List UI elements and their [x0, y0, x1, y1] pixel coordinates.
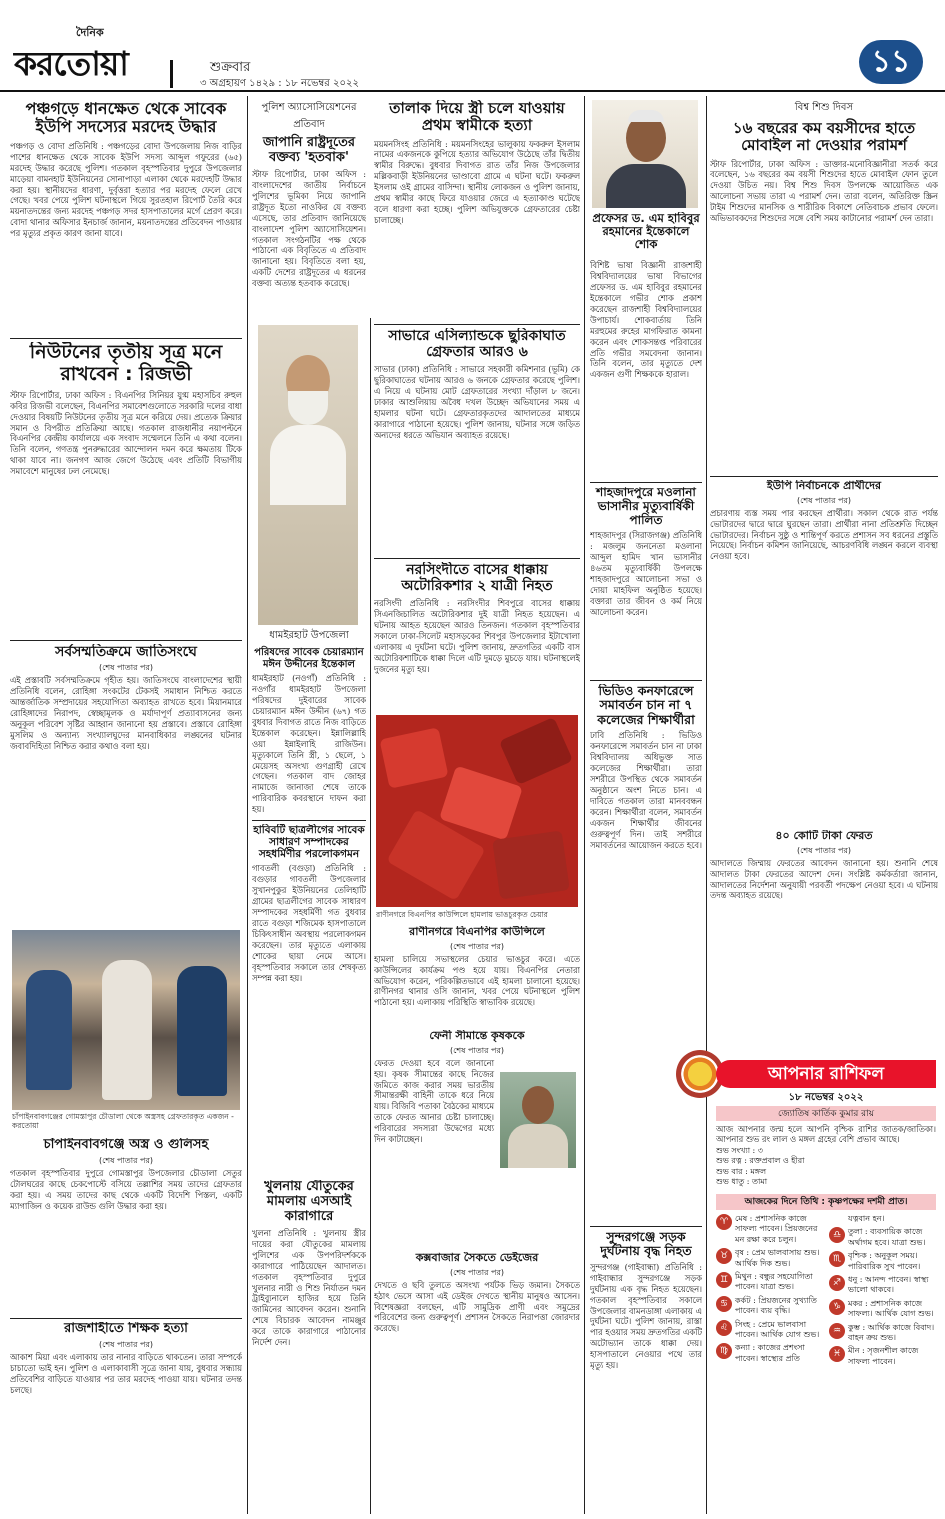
- news-photo-broken-chairs: [376, 715, 578, 907]
- zodiac-symbol-icon: ♓: [829, 1346, 845, 1362]
- zodiac-sign-row: [829, 1227, 936, 1248]
- photo-caption: রাণীনগরে বিএনপির কাউন্সিলে হামলায় ভাঙচুরকৃত চেয়ার: [376, 910, 548, 919]
- rashifal-subhead-box: [716, 1194, 936, 1210]
- headline: কক্সবাজার সৈকতে ডেইজের: [415, 1252, 539, 1264]
- zodiac-symbol-icon: ♎: [829, 1227, 845, 1243]
- article-panchagarh: [10, 100, 242, 338]
- lucky-item: শুভ রত্ন : রক্তপ্রবাল ও হীরা: [716, 1156, 805, 1166]
- zodiac-signs-list: [716, 1214, 936, 1512]
- headline: ফেনী সীমান্তে কৃষককে: [429, 1030, 525, 1042]
- lucky-item: শুভ ধাতু : তামা: [716, 1177, 768, 1187]
- weekday: শুক্রবার: [210, 60, 251, 75]
- article-body: বিশিষ্ট ভাষা বিজ্ঞানী রাজশাহী বিশ্ববিদ্যালয়ের ভাষা বিভাগের প্রফেসর ড. এম হাবিবুর রহমানের ইন্তেকালে গভীর শোক প্রকাশ করেছেন রাজশাহী বিশ্ববিদ্যালয়ের উপাচার্য। শোকবার্তায় তিনি মরহুমের রুহের মাগফিরাত কামনা করেন এবং শোকসন্তপ্ত পরিবারের প্রতি গভীর সমবেদনা জানান। তিনি বলেন, তার মৃত্যুতে দেশ একজন গুণী শিক্ষককে হারাল।: [590, 260, 702, 380]
- zodiac-sign-text: সিংহ : প্রেমে ভালবাসা পাবেন। আর্থিক যোগ শুভ।: [735, 1319, 820, 1339]
- chair-shape: [499, 717, 573, 785]
- article-divider: [374, 324, 580, 325]
- zodiac-symbol-icon: ♒: [829, 1323, 845, 1339]
- article-divider: [710, 476, 938, 477]
- article-body: গতকাল বৃহস্পতিবার দুপুরে গোমস্তাপুর উপজেলার চৌডালা সেতুর টোলঘরের কাছে চেকপোস্টে বসিয়ে তল্লাশির সময় তাদের গ্রেফতার করা হয়। এ সময় তাদের কাছ থেকে একটি বিদেশি পিস্তল, একটি ম্যাগাজিন ও কয়েক রাউন্ড গুলি উদ্ধার করা হয়।: [10, 1167, 242, 1211]
- article-body: হামলা চালিয়ে সভাস্থলের চেয়ার ভাঙচুর করে। এতে কাউন্সিলের কার্যক্রম পণ্ড হয়ে যায়। বিএনপির নেতারা অভিযোগ করেন, পরিকল্পিতভাবে এই হামলা চালানো হয়েছে। রাণীনগর থানার ওসি জানান, খবর পেয়ে ঘটনাস্থলে পুলিশ পাঠানো হয়। এলাকায় পরিস্থিতি স্বাভাবিক রয়েছে।: [374, 953, 580, 1008]
- article-body: ঢাবি প্রতিনিধি : ভিডিও কনফারেন্সে সমাবর্তন চান না ঢাকা বিশ্ববিদ্যালয় অধিভুক্ত সাত কলেজের শিক্ষার্থীরা। তারা সশরীরে উপস্থিত থেকে সমাবর্তন অনুষ্ঠানে অংশ নিতে চান। এ দাবিতে গতকাল তারা মানববন্ধন করেন। শিক্ষার্থীরা বলেন, সমাবর্তন একজন শিক্ষার্থীর জীবনের গুরুত্বপূর্ণ দিন। তাই সশরীরে সমাবর্তনের আয়োজন করতে হবে।: [590, 730, 702, 850]
- zodiac-symbol-icon: ♌: [716, 1320, 732, 1336]
- article-child-mobile: [710, 100, 938, 476]
- column-divider: [706, 96, 707, 1514]
- page-number: ১১: [859, 40, 923, 84]
- headline: ১৬ বছরের কম বয়সীদের হাতে মোবাইল না দেওয়ার পরামর্শ: [732, 119, 916, 155]
- article-rajshahi: [10, 1322, 242, 1512]
- zodiac-sign-text: মীন : সৃজনশীল কাজে সাফল্য পাবেন।: [848, 1346, 919, 1366]
- rashifal-title: আপনার রাশিফল: [716, 1060, 936, 1088]
- article-body: খুলনা প্রতিনিধি : খুলনায় স্ত্রীর দায়ের করা যৌতুকের মামলায় পুলিশের এক উপপরিদর্শককে কারাগারে পাঠিয়েছেন আদালত। গতকাল বৃহস্পতিবার দুপুরে খুলনার নারী ও শিশু নির্যাতন দমন ট্রাইব্যুনালে হাজির হয়ে তিনি জামিনের আবেদন করেন। শুনানি শেষে বিচারক আবেদন নামঞ্জুর করে তাকে কারাগারে পাঠানোর নির্দেশ দেন।: [252, 1227, 366, 1348]
- shoulders: [270, 425, 346, 505]
- article-moin-uddin: [252, 628, 366, 818]
- article-body: স্টাফ রিপোর্টার, ঢাকা অফিস : ডাক্তার-মনোবিজ্ঞানীরা সতর্ক করে বলেছেন, ১৬ বছরের কম বয়সী শিশুদের হাতে মোবাইল ফোন তুলে দেওয়া উচিত নয়। বিশ্ব শিশু দিবস উপলক্ষে আয়োজিত এক আলোচনা সভায় তারা এ পরামর্শ দেন। তারা বলেন, অতিরিক্ত স্ক্রিন টাইম শিশুদের মানসিক ও শারীরিক বিকাশে নেতিবাচক প্রভাব ফেলে। অভিভাবকদের শিশুদের সঙ্গে বেশি সময় কাটানোর পরামর্শ দেন তারা।: [710, 158, 938, 224]
- zodiac-sign-text: ধনু : আনন্দ পাবেন। স্বাস্থ্য ভালো থাকবে।: [848, 1274, 929, 1295]
- zodiac-sign-row: [829, 1323, 936, 1344]
- article-40-crore: [710, 830, 938, 1042]
- photo-caption-box: [12, 1112, 240, 1136]
- continuation-note: (শেষ পাতার পর): [449, 1267, 505, 1277]
- headline: ইউপি নির্বাচনকে প্রার্থীদের: [766, 480, 882, 492]
- masthead: [0, 0, 945, 92]
- rashifal-subhead: আজকের দিনে তিথি : কৃষ্ণপক্ষের দশমী প্রাত।: [744, 1197, 908, 1207]
- zodiac-sign-text: কর্কট : প্রিয়জনের সুখ্যাতি পাবেন। ব্যয় বৃদ্ধি।: [735, 1295, 817, 1316]
- article-body: পঞ্চগড় ও বোদা প্রতিনিধি : পঞ্চগড়ের বোদা উপজেলায় নিজ বাড়ির পাশের ধানক্ষেত থেকে সাবেক ইউপি সদস্য আব্দুল গফুরের (৬৫) মরদেহ উদ্ধার করেছে পুলিশ। গতকাল বৃহস্পতিবার দুপুরে উপজেলার মাড়েয়া বামনহাট ইউনিয়নের সোনাপাড়া এলাকা থেকে মরদেহটি উদ্ধার করা হয়। স্থানীয়দের ধারণা, দুর্বৃত্তরা হত্যার পর মরদেহ ফেলে রেখে গেছে। খবর পেয়ে পুলিশ ঘটনাস্থলে গিয়ে সুরতহাল রিপোর্ট তৈরি করে ময়নাতদন্তের জন্য মরদেহ পঞ্চগড় সদর হাসপাতালের মর্গে প্রেরণ করে। বোদা থানার অফিসার ইনচার্জ জানান, ময়নাতদন্তের প্রতিবেদন পাওয়ার পর মৃত্যুর প্রকৃত কারণ জানা যাবে।: [10, 140, 242, 239]
- article-body: সাভার (ঢাকা) প্রতিনিধি : সাভারে সহকারী কমিশনার (ভূমি) কে ছুরিকাঘাতের ঘটনায় আরও ৬ জনকে গ্রেফতার করেছে পুলিশ। এ নিয়ে এ ঘটনায় মোট গ্রেফতারের সংখ্যা দাঁড়াল ৮ জনে। ঢাকার আশুলিয়ায় অবৈধ দখল উচ্ছেদ অভিযানের সময় এ হামলার ঘটনা ঘটে। গ্রেফতারকৃতদের আদালতের মাধ্যমে কারাগারে পাঠানো হয়েছে। পুলিশ জানায়, ঘটনার সঙ্গে জড়িত অন্যদের ধরতে অভিযান অব্যাহত রয়েছে।: [374, 364, 580, 440]
- headline: প্রফেসর ড. এম হাবিবুর রহমানের ইন্তেকালে শোক: [592, 212, 700, 252]
- headline: ভিডিও কনফারেন্সে সমাবর্তন চান না ৭ কলেজের শিক্ষার্থীরা: [597, 684, 695, 727]
- article-body: শাহজাদপুর (সিরাজগঞ্জ) প্রতিনিধি : মজলুম জননেতা মওলানা আব্দুল হামিদ খান ভাসানীর ৪৬তম মৃত্যুবার্ষিকী উপলক্ষে শাহজাদপুরে আলোচনা সভা ও দোয়া মাহফিল অনুষ্ঠিত হয়েছে। বক্তারা তার জীবন ও কর্ম নিয়ে আলোচনা করেন।: [590, 530, 702, 617]
- article-body: ধামইরহাট (নওগাঁ) প্রতিনিধি : নওগাঁর ধামইরহাট উপজেলা পরিষদের দুইবারের সাবেক চেয়ারম্যান মঈন উদ্দীন (৬৭) গত বুধবার দিবাগত রাতে নিজ বাড়িতে ইন্তেকাল করেছেন। ইন্নালিল্লাহি ওয়া ইন্নাইলাহি রাজিউন। মৃত্যুকালে তিনি স্ত্রী, ১ ছেলে, ১ মেয়েসহ অসংখ্য গুণগ্রাহী রেখে গেছেন। গতকাল বাদ জোহর নামাজে জানাজা শেষে তাকে পারিবারিক কবরস্থানে দাফন করা হয়।: [252, 673, 366, 815]
- continuation-note: (শেষ পাতার পর): [98, 1339, 154, 1349]
- zodiac-sign-text: কুম্ভ : আর্থিক কাজে বিবাদ। বাহন ক্রয় শুভ।: [848, 1322, 935, 1342]
- article-body: প্রচারণায় ব্যস্ত সময় পার করছেন প্রার্থীরা। সকাল থেকে রাত পর্যন্ত ভোটারদের দ্বারে দ্বারে ঘুরছেন তারা। প্রার্থীরা নানা প্রতিশ্রুতি দিচ্ছেন ভোটারদের। নির্বাচন সুষ্ঠু ও শান্তিপূর্ণ করতে প্রশাসন সব ধরনের প্রস্তুতি নিয়েছে। নির্বাচন কমিশন জানিয়েছে, আচরণবিধি লঙ্ঘন করলে ব্যবস্থা নেওয়া হবে।: [710, 507, 938, 562]
- continuation-note: (শেষ পাতার পর): [796, 495, 852, 505]
- continuation-note: (শেষ পাতার পর): [449, 941, 505, 951]
- headline: রাজশাহীতে শিক্ষক হত্যা: [64, 1322, 188, 1336]
- article-divider: [252, 820, 366, 821]
- zodiac-symbol-icon: ♊: [716, 1272, 732, 1288]
- headline: জাপানি রাষ্ট্রদূতের বক্তব্য 'হতবাক': [262, 135, 356, 165]
- kicker: পুলিশ অ্যাসোসিয়েশনের প্রতিবাদ: [261, 102, 357, 130]
- face: [522, 1086, 554, 1124]
- article-body: গাবতলী (বগুড়া) প্রতিনিধি : বগুড়ার গাবতলী উপজেলার সুখানপুকুর ইউনিয়নের তেলিহাটি গ্রামের ছাত্রলীগের সাবেক সাধারণ সম্পাদকের সহধর্মিণী গত বুধবার রাতে বগুড়া শজিমেক হাসপাতালে চিকিৎসাধীন অবস্থায় পরলোকগমন করেছেন। তার মৃত্যুতে এলাকায় শোকের ছায়া নেমে আসে। বৃহস্পতিবার সকালে তার শেষকৃত্য সম্পন্ন করা হয়।: [252, 863, 366, 983]
- person-figure: [26, 970, 72, 1090]
- zodiac-symbol-icon: ♈: [716, 1214, 732, 1230]
- article-divider: [590, 482, 702, 483]
- headline: পরিষদের সাবেক চেয়ারম্যান মঈন উদ্দীনের ইন্তেকাল: [254, 647, 364, 670]
- headline: সুন্দরগঞ্জে সড়ক দুর্ঘটনায় বৃদ্ধ নিহত: [600, 1230, 692, 1259]
- article-body: দেখতে ও ছবি তুলতে অসংখ্য পর্যটক ভিড় জমান। সৈকতে হঠাৎ ভেসে আসা এই ডেইজ দেখতে স্থানীয় মানুষও আসেন। বিশেষজ্ঞরা বলছেন, এটি সামুদ্রিক প্রাণী এবং সমুদ্রের পরিবেশের জন্য গুরুত্বপূর্ণ। প্রশাসন সৈকতে নিরাপত্তা জোরদার করেছে।: [374, 1279, 580, 1334]
- headline: ৪০ কোটি টাকা ফেরত: [775, 830, 873, 842]
- article-divider: [10, 338, 242, 339]
- headline: পঞ্চগড়ে ধানক্ষেত থেকে সাবেক ইউপি সদস্যের মরদেহ উদ্ধার: [25, 100, 227, 137]
- rashifal-lucky-list: [716, 1146, 936, 1190]
- person-figure: [102, 960, 152, 1100]
- article-un: [10, 644, 242, 929]
- continuation-note: (শেষ পাতার পর): [449, 1045, 505, 1055]
- zodiac-sign-text: মেষ : প্রশাসনিক কাজে সাফল্য পাবেন। প্রিয়জনের মন রক্ষা করে চলুন।: [735, 1214, 818, 1244]
- photo-caption-box: [376, 910, 578, 924]
- rashifal-date: ১৮ নভেম্বর ২০২২: [788, 1092, 864, 1103]
- article-body: স্টাফ রিপোর্টার, ঢাকা অফিস : বিএনপির সিনিয়র যুগ্ম মহাসচিব রুহুল কবির রিজভী বলেছেন, বিএনপির সমাবেশগুলোতে সরকারি দলের বাধা দেওয়ার বিষয়টি নিউটনের তৃতীয় সূত্র মনে করিয়ে দেয়। প্রত্যেক ক্রিয়ার সমান ও বিপরীত প্রতিক্রিয়া আছে। গতকাল রাজধানীর নয়াপল্টনে বিএনপির কেন্দ্রীয় কার্যালয়ে এক সংবাদ সম্মেলনে তিনি এ কথা বলেন। তিনি বলেন, গণতন্ত্র পুনরুদ্ধারের আন্দোলন দমন করে ক্ষমতায় টিকে থাকা যাবে না। জনগণ আজ জেগে উঠেছে এবং প্রতিটি বিভাগীয় সমাবেশে মানুষের ঢল নেমেছে।: [10, 389, 242, 477]
- zodiac-sign-row: [829, 1346, 936, 1367]
- shoulders: [606, 164, 686, 208]
- zodiac-sign-row: [829, 1251, 936, 1272]
- masthead-divider: [170, 60, 173, 88]
- article-bhasani: [590, 486, 702, 678]
- zodiac-symbol-icon: ♏: [829, 1251, 845, 1267]
- chair-shape: [492, 830, 570, 899]
- rashifal-intro: আজ আপনার জন্ম হলে আপনি বৃশ্চিক রাশির জাতক/জাতিকা। আপনার শুভ রং লাল ও মঙ্গল গ্রহের বেশি প্রভাব আছে।: [716, 1123, 936, 1145]
- logo-title: করতোয়া: [14, 44, 128, 83]
- article-divider: [590, 680, 702, 681]
- zodiac-sign-row: [716, 1214, 823, 1245]
- article-professor: [590, 260, 702, 482]
- zodiac-symbol-icon: ♑: [829, 1299, 845, 1315]
- zodiac-sign-text: মিথুন : বন্ধুর সহযোগিতা পাবেন। যাত্রা শুভ।: [735, 1271, 813, 1292]
- kicker: বিশ্ব শিশু দিবস: [794, 102, 854, 113]
- zodiac-sign-text: তুলা : ব্যবসায়িক কাজে অর্থাগম হবে। যাত্রা শুভ।: [848, 1227, 926, 1247]
- headline: খুলনায় যৌতুকের মামলায় এসআই কারাগারে: [264, 1180, 354, 1224]
- zodiac-sign-row: [716, 1248, 823, 1269]
- news-photo-arrest: [12, 930, 240, 1110]
- article-divider: [10, 1318, 242, 1319]
- article-chapainawabganj: [10, 1138, 242, 1318]
- farmer-portrait-photo: [500, 1072, 576, 1168]
- lucky-item: শুভ বার : মঙ্গল: [716, 1166, 767, 1176]
- article-body: আকাশ মিয়া এবং এলাকায় তার নানার বাড়িতে থাকতেন। তারা সম্পর্কে চাচাতো ভাই হন। পুলিশ ও এলাকাবাসী সূত্রে জানা যায়, বুধবার সন্ধ্যায় প্রতিবেশির বাড়িতে যাওয়ার পর তার মরদেহ পাওয়া যায়। ঘটনার তদন্ত চলছে।: [10, 1351, 242, 1395]
- professor-headline-box: [590, 212, 702, 256]
- zodiac-sign-row: [716, 1296, 823, 1317]
- headline: সর্বসম্মতিক্রমে জাতিসংঘে: [55, 644, 197, 660]
- beard: [288, 391, 328, 425]
- newspaper-logo: [14, 26, 164, 84]
- article-divider: [590, 1226, 702, 1227]
- headline: তালাক দিয়ে স্ত্রী চলে যাওয়ায় প্রথম স্বামীকে হত্যা: [389, 100, 565, 135]
- shoulders: [508, 1124, 568, 1168]
- zodiac-sign-text: বৃশ্চিক : অনুকূল সময়। পারিবারিক সুখ পাবেন।: [848, 1251, 921, 1271]
- chair-shape: [379, 727, 448, 788]
- zodiac-sign-row: [716, 1272, 823, 1293]
- article-narsingdi: [374, 562, 580, 712]
- column-divider: [584, 96, 585, 1514]
- logo-small-title: দৈনিক: [76, 26, 104, 39]
- person-figure: [177, 966, 227, 1096]
- article-japan-envoy: [252, 100, 366, 318]
- dateline: ৩ অগ্রহায়ণ ১৪২৯ : ১৮ নভেম্বর ২০২২: [200, 78, 359, 89]
- article-talak: [374, 100, 580, 324]
- column-divider: [370, 318, 371, 1514]
- continuation-note: (শেষ পাতার পর): [98, 663, 154, 673]
- zodiac-sign-text: বৃষ : প্রেম ভালবাসায় শুভ। আর্থিক দিক শুভ।: [735, 1248, 820, 1268]
- article-divider: [374, 558, 580, 559]
- article-savar: [374, 328, 580, 558]
- continuation-note: (শেষ পাতার পর): [796, 845, 852, 855]
- zodiac-symbol-icon: ♐: [829, 1275, 845, 1291]
- zodiac-sign-row: [716, 1320, 823, 1341]
- article-divider: [10, 640, 242, 641]
- headline: সাভারে এসিল্যান্ডকে ছুরিকাঘাত গ্রেফতার আরও ৬: [388, 328, 566, 361]
- article-body: স্টাফ রিপোর্টার, ঢাকা অফিস : বাংলাদেশের জাতীয় নির্বাচনে পুলিশের ভূমিকা নিয়ে জাপানি রাষ্ট্রদূত ইতো নাওকির যে বক্তব্য এসেছে, তার প্রতিবাদ জানিয়েছে বাংলাদেশ পুলিশ অ্যাসোসিয়েশন। গতকাল সংগঠনটির পক্ষ থেকে পাঠানো এক বিবৃতিতে এ প্রতিবাদ জানানো হয়। বিবৃতিতে বলা হয়, একটি দেশের রাষ্ট্রদূতের এ ধরনের বক্তব্য অত্যন্ত হতবাক করেছে।: [252, 168, 366, 289]
- professor-portrait-photo: [592, 100, 698, 208]
- article-rizvi: [10, 342, 242, 640]
- headline: হাবিবটি ছাত্রলীগের সাবেক সাধারণ সম্পাদকের সহধর্মিণীর পরলোকগমন: [253, 824, 365, 861]
- article-body: সুন্দরগঞ্জ (গাইবান্ধা) প্রতিনিধি : গাইবান্ধার সুন্দরগঞ্জে সড়ক দুর্ঘটনায় এক বৃদ্ধ নিহত হয়েছেন। গতকাল বৃহস্পতিবার সকালে উপজেলার বামনডাঙ্গা এলাকায় এ দুর্ঘটনা ঘটে। পুলিশ জানায়, রাস্তা পার হওয়ার সময় দ্রুতগতির একটি অটোভ্যান তাকে ধাক্কা দেয়। হাসপাতালে নেওয়ার পথে তার মৃত্যু হয়।: [590, 1261, 702, 1371]
- article-raninagar: [374, 926, 580, 1028]
- zodiac-symbol-icon: ♍: [716, 1343, 732, 1359]
- article-gabtali: [252, 824, 366, 1124]
- continuation-note: (শেষ পাতার পর): [98, 1155, 154, 1165]
- portrait-photo: [258, 325, 358, 625]
- article-body: ময়মনসিংহ প্রতিনিধি : ময়মনসিংহের ভালুকায় ফকরুল ইসলাম নামের একজনকে কুপিয়ে হত্যার অভিযোগ উঠেছে তাঁর দ্বিতীয় স্বামীর বিরুদ্ধে। বুধবার দিবাগত রাত তাঁর নিজ উপজেলার মল্লিকবাড়ী ইউনিয়নের ভাণ্ডাবো গ্রামে এ ঘটনা ঘটে। ফকরুল ইসলাম ওই গ্রামের বাসিন্দা। স্থানীয় লোকজন ও পুলিশ জানায়, প্রথম স্বামীর কাছে ফিরে যাওয়ার জেরে এ হত্যাকাণ্ড ঘটেছে বলে ধারণা করা হচ্ছে। পুলিশ অভিযুক্তকে গ্রেফতারের চেষ্টা চালাচ্ছে।: [374, 138, 580, 226]
- zodiac-sign-row: [829, 1299, 936, 1320]
- kicker: ধামইরহাট উপজেলা: [269, 630, 349, 641]
- headline: চাঁপাইনবাবগঞ্জে অস্ত্র ও গুলিসহ: [43, 1138, 209, 1152]
- lucky-item: শুভ সংখ্যা : ৩: [716, 1146, 763, 1155]
- article-khulna: [252, 1180, 366, 1512]
- article-up-election: [710, 480, 938, 826]
- article-body: নরসিংদী প্রতিনিধি : নরসিংদীর শিবপুরে বাসের ধাক্কায় সিএনজিচালিত অটোরিকশার দুই যাত্রী নিহত হয়েছেন। এ ঘটনায় আহত হয়েছেন আরও তিনজন। গতকাল বৃহস্পতিবার সকালে ঢাকা-সিলেট মহাসড়কের শিবপুর উপজেলার ইটাখোলা এলাকায় এ দুর্ঘটনা ঘটে। পুলিশ জানায়, দ্রুতগতির একটি বাস অটোরিকশাটিকে ধাক্কা দিলে এটি দুমড়ে মুচড়ে যায়। ঘটনাস্থলেই দুজনের মৃত্যু হয়।: [374, 598, 580, 674]
- zodiac-symbol-icon: ♉: [716, 1248, 732, 1264]
- article-body: ফেরত দেওয়া হবে বলে জানানো হয়। কৃষক সীমান্তের কাছে নিজের জমিতে কাজ করার সময় ভারতীয় সীমান্তরক্ষী বাহিনী তাকে ধরে নিয়ে যায়। বিজিবি পতাকা বৈঠকের মাধ্যমে তাকে ফেরত আনার চেষ্টা চালাচ্ছে। পরিবারের সদস্যরা উদ্বেগের মধ্যে দিন কাটাচ্ছেন।: [374, 1057, 494, 1145]
- article-seven-colleges: [590, 684, 702, 1224]
- hair: [628, 110, 664, 122]
- article-sundarganj: [590, 1230, 702, 1512]
- headline: শাহজাদপুরে মওলানা ভাসানীর মৃত্যুবার্ষিকী পালিত: [596, 486, 696, 527]
- headline: নরসিংদীতে বাসের ধাক্কায় অটোরিকশার ২ যাত্রী নিহত: [401, 562, 553, 595]
- headline: রাণীনগরে বিএনপির কাউন্সিলে: [409, 926, 545, 938]
- photo-caption: চাঁপাইনবাবগঞ্জের গোমস্তাপুর চৌডালা থেকে অস্ত্রসহ গ্রেফতারকৃত একজন - করতোয়া: [12, 1112, 234, 1131]
- rashifal-author: জ্যোতিষ কার্তিক কুমার রায়: [716, 1106, 936, 1121]
- zodiac-sign-text: মকর : প্রশাসনিক কাজে সাফল্য। আর্থিক যোগ শুভ।: [848, 1298, 934, 1319]
- headline: নিউটনের তৃতীয় সূত্র মনে রাখবেন : রিজভী: [29, 342, 223, 385]
- zodiac-sign-text: কন্যা : কাজের প্রশংসা পাবেন। স্বাস্থ্যের প্রতি যত্নবান হন।: [735, 1214, 885, 1363]
- article-body: আদালতে জিম্মায় ফেরতের আবেদন জানানো হয়। শুনানি শেষে আদালত টাকা ফেরতের আদেশ দেন। সংশ্লিষ্ট কর্মকর্তারা জানান, আদালতের নির্দেশনা অনুযায়ী পরবর্তী পদক্ষেপ নেওয়া হবে। এ ঘটনায় তদন্ত অব্যাহত রয়েছে।: [710, 857, 938, 901]
- column-divider: [247, 96, 248, 1514]
- article-body: এই প্রস্তাবটি সর্বসম্মতিক্রমে গৃহীত হয়। জাতিসংঘে বাংলাদেশের স্থায়ী প্রতিনিধি বলেন, রোহিঙ্গা সংকটের টেকসই সমাধান নিশ্চিত করতে আন্তর্জাতিক সম্প্রদায়ের সহযোগিতা অব্যাহত রাখতে হবে। মিয়ানমারে রোহিঙ্গাদের নিরাপদ, স্বেচ্ছামূলক ও মর্যাদাপূর্ণ প্রত্যাবাসনের জন্য অনুকূল পরিবেশ সৃষ্টির আহ্বান জানানো হয় প্রস্তাবে। প্রস্তাবে রোহিঙ্গা মুসলিম ও অন্যান্য সংখ্যালঘুদের মানবাধিকার লঙ্ঘনের ঘটনার জবাবদিহিতা নিশ্চিত করার কথাও বলা হয়।: [10, 675, 242, 751]
- zodiac-sign-row: [829, 1275, 936, 1296]
- zodiac-symbol-icon: ♋: [716, 1296, 732, 1312]
- article-coxsbazar: [374, 1252, 580, 1512]
